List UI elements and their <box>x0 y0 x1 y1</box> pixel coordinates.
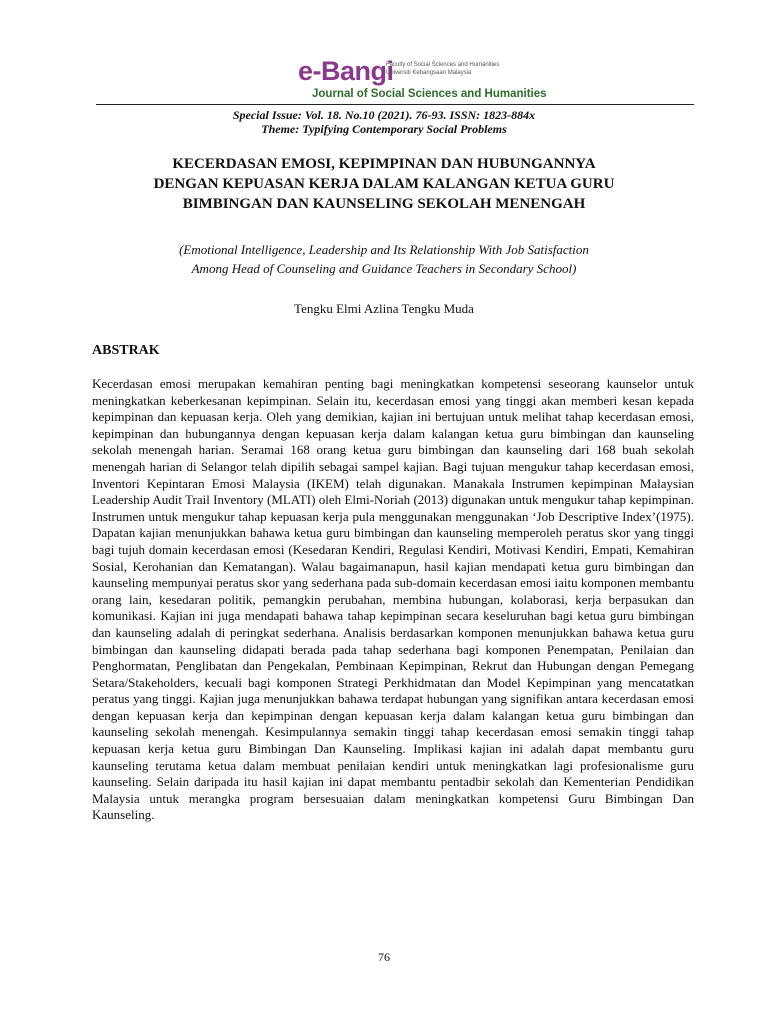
title-line-1: KECERDASAN EMOSI, KEPIMPINAN DAN HUBUNGANNYA <box>172 156 596 172</box>
article-english-title <box>96 240 672 278</box>
subtitle-line-2: Among Head of Counseling and Guidance Teachers in Secondary School) <box>191 261 577 276</box>
article-title <box>96 154 672 214</box>
author-name: Tengku Elmi Azlina Tengku Muda <box>294 301 474 316</box>
subtitle-line-1: (Emotional Intelligence, Leadership and Its Relationship With Job Satisfaction <box>179 242 589 257</box>
title-line-2: DENGAN KEPUASAN KERJA DALAM KALANGAN KETUA GURU <box>153 176 615 192</box>
page-number: 76 <box>378 950 390 964</box>
logo-journal-name: Journal of Social Sciences and Humanities <box>312 88 547 100</box>
journal-logo <box>296 56 547 108</box>
logo-faculty-text <box>386 61 499 77</box>
abstract-heading: ABSTRAK <box>92 343 160 358</box>
logo-faculty-line1: Faculty of Social Sciences and Humanities <box>386 62 500 68</box>
logo-faculty-line2: Universiti Kebangsaan Malaysia <box>386 70 472 76</box>
issue-line: Special Issue: Vol. 18. No.10 (2021). 76-93. ISSN: 1823-884x <box>232 108 536 122</box>
theme-line: Theme: Typifying Contemporary Social Problems <box>261 122 507 136</box>
abstract-body: Kecerdasan emosi merupakan kemahiran penting bagi meningkatkan kompetensi seseorang kaunselor untuk meningkatkan keberkesanan kepimpinan. Selain itu, kecerdasan emosi yang tinggi akan memberi kesan kepada kepimpinan dan kepuasan kerja. Oleh yang demikian, kajian ini bertujuan untuk melihat tahap kecerdasan emosi, kepimpinan dan hubungannya dengan kepuasan kerja dalam kalangan ketua guru bimbingan dan kaunseling sekolah menengah harian. Seramai 168 orang ketua guru bimbingan dan kaunseling dari 168 buah sekolah menengah harian di Selangor telah dipilih sebagai sampel kajian. Bagi tujuan mengukur tahap kecerdasan emosi, Inventori Kepintaran Emosi Malaysia (IKEM) telah digunakan. Manakala Instrumen kepimpinan Malaysian Leadership Audit Trail Inventory (MLATI) oleh Elmi-Noriah (2013) digunakan untuk mengukur tahap kepimpinan. Instrumen untuk mengukur tahap kepuasan kerja pula menggunakan menggunakan ‘Job Descriptive Index’(1975). Dapatan kajian menunjukkan bahawa ketua guru bimbingan dan kaunseling memperoleh peratus skor yang tinggi bagi tujuh domain kecerdasan emosi (Kesedaran Kendiri, Regulasi Kendiri, Motivasi Kendiri, Empati, Kemahiran Sosial, Kerohanian dan Kematangan). Walau bagaimanapun, hasil kajian mendapati ketua guru bimbingan dan kaunseling mempunyai peratus skor yang sederhana pada sub-domain kecerdasan emosi iaitu komponen membantu orang lain, kesedaran politik, pemangkin perubahan, membina hubungan, kolaborasi, kerja berpasukan dan komunikasi. Kajian ini juga mendapati bahawa tahap kepimpinan secara keseluruhan bagi ketua guru bimbingan dan kaunseling adalah di peringkat sederhana. Analisis berdasarkan komponen menunjukkan bahawa ketua guru bimbingan dan kaunseling didapati berada pada tahap sederhana bagi komponen Penempatan, Penilaian dan Penghormatan, Penglibatan dan Pengekalan, Pembinaan Kepimpinan, Rekrut dan Hubungan dengan Pemegang Setara/Stakeholders, kecuali bagi komponen Strategi Perkhidmatan dan Model Kepimpinan yang mencatatkan peratus yang tinggi. Kajian juga menunjukkan bahawa terdapat hubungan yang signifikan antara kecerdasan emosi dengan kepuasan kerja dan kepimpinan dengan kepuasan kerja dalam kalangan ketua guru bimbingan dan kaunseling sekolah menengah. Kesimpulannya semakin tinggi tahap kecerdasan emosi semakin tinggi tahap kepuasan kerja ketua guru Bimbingan Dan Kaunseling. Implikasi kajian ini adalah dapat membantu guru kaunseling terutama ketua dalam membuat penilaian kendiri untuk meningkatkan lagi profesionalisme guru kaunseling. Selain daripada itu hasil kajian ini dapat membantu pentadbir sekolah dan Kementerian Pendidikan Malaysia untuk merangka program bersesuaian dalam meningkatkan kompetensi Guru Bimbingan Dan Kaunseling. <box>92 376 694 823</box>
logo-wordmark: e-Bangi <box>298 56 394 86</box>
header-divider <box>96 104 694 105</box>
title-line-3: BIMBINGAN DAN KAUNSELING SEKOLAH MENENGAH <box>182 196 586 212</box>
